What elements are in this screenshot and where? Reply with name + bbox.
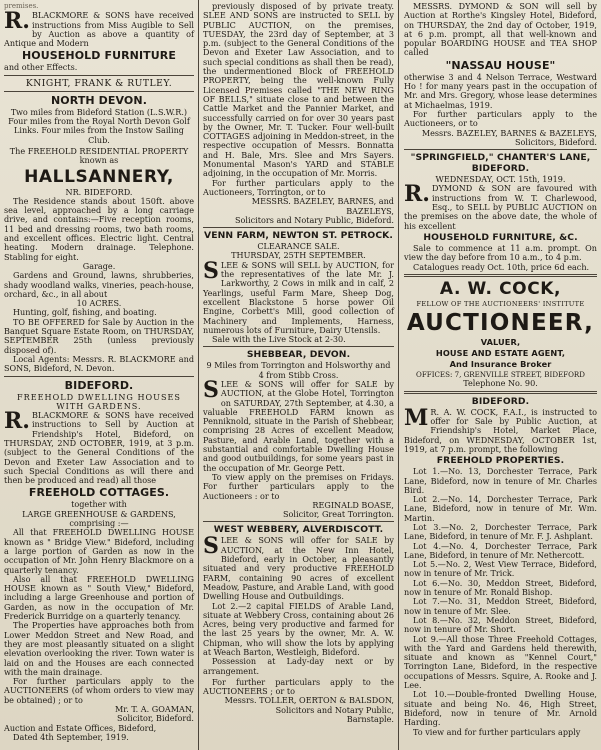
lot-item: Lot 8.—No. 32, Meddon Street, Bideford, now in tenure of Mr. Short.: [404, 614, 597, 635]
divider: [4, 91, 194, 92]
office-line: Auction and Estate Offices, Bideford,: [4, 722, 157, 733]
insurance-broker-line: And Insurance Broker: [449, 359, 552, 370]
possession-line: Possession at Lady-day next or by arrangement.: [203, 656, 394, 676]
ring-of-bells-notice: previously disposed of by private treaty. SLEE AND SONS are instructed to SELL by PUBLIC AUCTION, on the premises, TUESDAY, the 23rd day of September, at 3 p.m. (subject to the General Conditions of the Devon and Exeter Law Association, and to such special conditions as shall then be read), the undermentioned Block of FREEHOLD PROPERTY, being the well-known Fully Licensed Premises called "THE NEW RING OF BELLS," situate close to and between the Cattle Market and the Pannier Market, and successfully carried on for over 30 years past by the Owner, Mr. T. Tucker. Four well-built COTTAGES adjoining in Meddon-street, in the respective occupation of Messrs. Bonnatta and H. Bale, Mrs. Slee and Mrs Sayers. Monumental Mason's YARD and STABLE adjoining, in the occupation of Mr. Morris.: [203, 1, 394, 179]
view-apply-line: To view and for further particulars apply: [413, 726, 581, 737]
west-webbery-heading: WEST WEBBERY, ALVERDISCOTT.: [213, 524, 384, 536]
bazeley-role: Solicitors and Notary Public, Bideford.: [235, 214, 394, 225]
offices-line: OFFICES: 7, GRENVILLE STREET, BIDEFORD: [416, 370, 585, 380]
west-webbery-notice: SLEE & SONS will offer for SALE by AUCTION, at the New Inn Hotel, Bideford, early in October, a pleasantly situated and very productive FREEHOLD FARM, containing 90 acres of excellent Meadow, Pasture, and Arable Land, with good Dwelling House and Outbuildings.: [203, 533, 394, 602]
near-bideford: NR. BIDEFORD.: [65, 186, 133, 197]
column-2: [198, 0, 398, 750]
nassau-description: otherwise 3 and 4 Nelson Terrace, Westward Ho ! for many years past in the occupation of Mr. and Mrs. Gregory, whose lease determines at Michaelmas, 1919.: [404, 71, 597, 110]
lot-item: Lot 5.—No. 2, West View Terrace, Bideford, now in tenure of Mr. Trick.: [404, 559, 597, 579]
col1-fragment: premises.: [4, 2, 39, 10]
north-devon-heading: NORTH DEVON.: [51, 93, 147, 107]
toller-role: Solicitors and Notary Public,: [275, 704, 394, 715]
telephone-line: Telephone No. 90.: [463, 378, 538, 389]
auctioneer-title: AUCTIONEER,: [406, 310, 595, 337]
further-particulars: For further particulars apply to the AUCTIONEERS (of whom orders to view may be obtained) ; or to: [4, 676, 194, 705]
venn-farm-heading: VENN FARM, NEWTON ST. PETROCK.: [204, 230, 393, 242]
springfield-heading: "SPRINGFIELD," CHANTER'S LANE, BIDEFORD.: [410, 152, 591, 175]
divider: [4, 376, 194, 377]
sale-date: THURSDAY, 25TH SEPTEMBER.: [231, 250, 366, 261]
lot-item: Lot 1.—No. 13, Dorchester Terrace, Park Lane, Bideford, now in tenure of Mr. Charles Bird.: [404, 466, 597, 495]
approach-text: The Properties have approaches both from Lower Meddon Street and New Road, and they are most pleasantly situated on a slight elevation overlooking the river. Town water is laid on and the Houses are each connected with the main drainage.: [4, 620, 194, 677]
goaman-signature: Mr. T. A. GOAMAN,: [115, 704, 194, 714]
view-line: To view apply on the premises on Fridays. For further particulars apply to the Auctioneers : or to: [203, 471, 394, 501]
divider: [4, 75, 194, 76]
cock-notice: MR. A. W. COCK, F.A.I., is instructed to offer for Sale by Public Auction, at Friendship's Hotel, Market Place, Bideford, on WEDNESDAY, OCTOBER 1st, 1919, at 7 p.m. prompt, the following: [404, 404, 597, 454]
lot-item: Lot 2.—No. 14, Dorchester Terrace, Park Lane, Bideford, now in tenure of Mr. Wm. Martin.: [404, 494, 597, 523]
column-3: [398, 0, 597, 750]
shebbear-location: 9 Miles from Torrington and Holsworthy and 4 from Stibb Cross.: [206, 360, 391, 380]
bazeley-signature: MESSRS. BAZELEY, BARNES, and BAZELEYS,: [251, 196, 394, 216]
offer-text: TO BE OFFERED for Sale by Auction in the Banquet Square Estate Room, on THURSDAY, SEPTEMBER 25th (unless previously disposed of).: [4, 316, 194, 355]
gardens-description: Gardens and Ground, lawns, shrubberies, shady woodland walks, vineries, peach-house, orchard, &c., in all about: [4, 270, 194, 299]
freehold-cottages-heading: FREEHOLD COTTAGES.: [28, 486, 170, 500]
effects-line: and other Effects.: [4, 62, 78, 73]
divider: [203, 346, 394, 347]
springfield-date: WEDNESDAY, OCT. 15th, 1919.: [435, 174, 566, 185]
further-particulars: For further particulars apply to the Auctioneers, or to: [404, 108, 597, 129]
valuer-line: VALUER,: [480, 337, 521, 348]
nassau-house-heading: "NASSAU HOUSE": [445, 58, 556, 72]
lot-2-fields: Lot 2.—2 capital FIELDS of Arable Land, situate at Webbery Cross, containing about 26 Acres, being very productive and farmed for the last 25 years by the owner, Mr. A. W. Chipman, who will show the lots by applying at Weach Barton, Westleigh, Bideford.: [203, 600, 394, 657]
cottages-notice: R.BLACKMORE & SONS have received instructions to Sell by Auction at Friendship's Hotel, Bideford, on THURSDAY, 2ND OCTOBER, 1919, at 3 p.m. (subject to the General Conditions of the Devon and Exeter Law Association and to such Special Conditions as will there and then be produced and read) all those: [4, 408, 194, 486]
sale-time: Sale to commence at 11 a.m. prompt. On view the day before from 10 a.m., to 4 p.m.: [404, 242, 597, 263]
greenhouse-line: LARGE GREENHOUSE & GARDENS,: [22, 508, 176, 519]
acres-line: 10 ACRES.: [76, 298, 122, 309]
boase-signature: REGINALD BOASE,: [312, 499, 394, 510]
lot-item: Lot 9.—All those Three Freehold Cottages, with the Yard and Gardens held therewith, situate and known as "Kennel Court," Torrington Lane, Bideford, in the respective occupations of Messrs. Squire, A. Rooke and J. Lee.: [404, 633, 597, 691]
dated-line: Dated 4th September, 1919.: [13, 731, 129, 742]
divider: [404, 149, 597, 150]
south-view-lot: Also all that FREEHOLD DWELLING HOUSE known as " South View," Bideford, including a large Greenhouse and portion of Garden, as now in the occupation of Mr. Frederick Burridge on a quarterly tenancy.: [4, 573, 194, 622]
springfield-notice: R.DYMOND & SON are favoured with instructions from W. T. Charlewood, Esq., to SELL by PUBLIC AUCTION on the premises on the above date, the whole of his excellent: [404, 181, 597, 231]
firm-name: KNIGHT, FRANK & RUTLEY.: [25, 77, 173, 89]
divider: [203, 227, 394, 228]
goaman-role: Solicitor, Bideford.: [117, 713, 194, 724]
catalogues-line: Catalogues ready Oct. 10th, price 6d each.: [413, 261, 590, 272]
further-particulars: For further particulars apply to the AUCTIONEERS ; or to: [203, 676, 394, 697]
lot-item: Lot 3.—No. 2, Dorchester Terrace, Park Lane, Bideford, in tenure of Mr. F. J. Ashplant.: [404, 521, 597, 542]
toller-place: Barnstaple.: [346, 714, 394, 725]
boase-role: Solicitor, Great Torrington.: [282, 509, 394, 520]
bridge-view-lot: All that FREEHOLD DWELLING HOUSE known as " Bridge View." Bideford, including a large portion of Garden as now in the occupation of Mr. John Henry Blackmore on a quarterly tenancy.: [4, 527, 194, 575]
location-text: Two miles from Bideford Station (L.S.W.R.) Four miles from the Royal North Devon Golf Links. Four miles from the Instow Sailing Club.: [8, 106, 190, 145]
bideford-heading: BIDEFORD.: [471, 395, 530, 407]
sport-line: Hunting, golf, fishing, and boating.: [13, 307, 157, 318]
column-1: [4, 0, 198, 750]
shebbear-notice: SLEE & SONS will offer for SALE by AUCTION, at the Globe Hotel, Torrington on SATURDAY, 27th September, at 4.30, a valuable FREEHOLD FARM known as Penniknold, situate in the Parish of Shebbear, comprising 28 Acres of excellent Meadow, Pasture, and Arable Land, together with a substantial and comfortable Dwelling House and good outbuildings, for some years past in the occupation of Mr. George Pett.: [203, 376, 394, 473]
clearance-sale: CLEARANCE SALE.: [257, 241, 340, 252]
venn-farm-notice: SLEE & SONS will SELL by AUCTION, for the representatives of the late Mr. J. Larkworthy, 2 Cows in milk and in calf, 2 Yearlings, useful Farm Mare, Sheep Dog, excellent Blackstone 5 horse power Oil Engine, Corbett's Mill, good collection of Machinery and Implements, Harness, numerous lots of Furniture, Dairy Utensils.: [203, 257, 394, 335]
household-furniture-heading: HOUSEHOLD FURNITURE, &C.: [423, 231, 578, 243]
dwelling-houses-sub: FREEHOLD DWELLING HOUSES WITH GARDENS.: [17, 391, 181, 411]
residence-description: The Residence stands about 150ft. above sea level, approached by a long carriage drive, and contains:—Five reception rooms, 11 bed and dressing rooms, two bath rooms, and excellent offices. Electric light. Central heating. Modern drainage. Telephone. Stabling for eight.: [4, 195, 194, 262]
divider-double: [404, 274, 597, 277]
cock-name: A. W. COCK,: [439, 278, 562, 299]
household-furniture-heading: HOUSEHOLD FURNITURE: [22, 49, 176, 63]
lot-item: Lot 7.—No. 31, Meddon Street, Bideford, now in tenure of Mr. Slee.: [404, 596, 597, 616]
lot-item: Lot 10.—Double-fronted Dwelling House, situate and being No. 46, High Street, Bideford, now in tenure of Mr. Arnold Harding.: [404, 689, 597, 728]
lot-item: Lot 6.—No. 30, Meddon Street, Bideford, now in tenure of Mr. Ronald Bishop.: [404, 577, 597, 598]
bideford-heading: BIDEFORD.: [64, 378, 134, 392]
comprising-line: comprising :—: [69, 518, 129, 529]
property-intro: The FREEHOLD RESIDENTIAL PROPERTY known as: [9, 145, 189, 166]
local-agents: Local Agents: Messrs. R. BLACKMORE and SONS, Bideford, N. Devon.: [4, 353, 194, 374]
shebbear-heading: SHEBBEAR, DEVON.: [246, 349, 351, 361]
divider: [203, 521, 394, 522]
live-stock-line: Sale with the Live Stock at 2-30.: [212, 334, 346, 345]
bazeley-signature: Messrs. BAZELEY, BARNES & BAZELEYS,: [421, 127, 597, 138]
together-with: together with: [71, 499, 127, 510]
dymond-notice: MESSRS. DYMOND & SON will sell by Auction at Rorthe's Kingsley Hotel, Bideford, on THURSDAY, the 2nd day of October, 1919, at 6 p.m. prompt, all that well-known and popular BOARDING HOUSE and TEA SHOP called: [404, 1, 597, 58]
hallsannery-heading: HALLSANNERY,: [24, 166, 174, 187]
lot-item: Lot 4.—No. 4, Dorchester Terrace, Park Lane, Bideford, in tenure of Mr. Nethercott.: [404, 540, 597, 560]
blackmore-notice: R.BLACKMORE & SONS have received instructions from Miss Augible to Sell by Auction as above a quantity of Antique and Modern: [4, 8, 194, 49]
divider-double: [404, 391, 597, 394]
freehold-properties-heading: FREEHOLD PROPERTIES.: [436, 455, 565, 467]
fellow-line: FELLOW OF THE AUCTIONEERS' INSTITUTE: [416, 299, 585, 308]
further-particulars: For further particulars apply to the Auctioneers, Torrington, or to: [203, 177, 394, 197]
house-agent-line: HOUSE AND ESTATE AGENT,: [435, 348, 566, 359]
bazeley-role: Solicitors, Bideford.: [514, 136, 597, 147]
toller-signature: Messrs. TOLLER, OERTON & BALSDON,: [224, 695, 394, 706]
garage-line: Garage.: [82, 260, 116, 271]
